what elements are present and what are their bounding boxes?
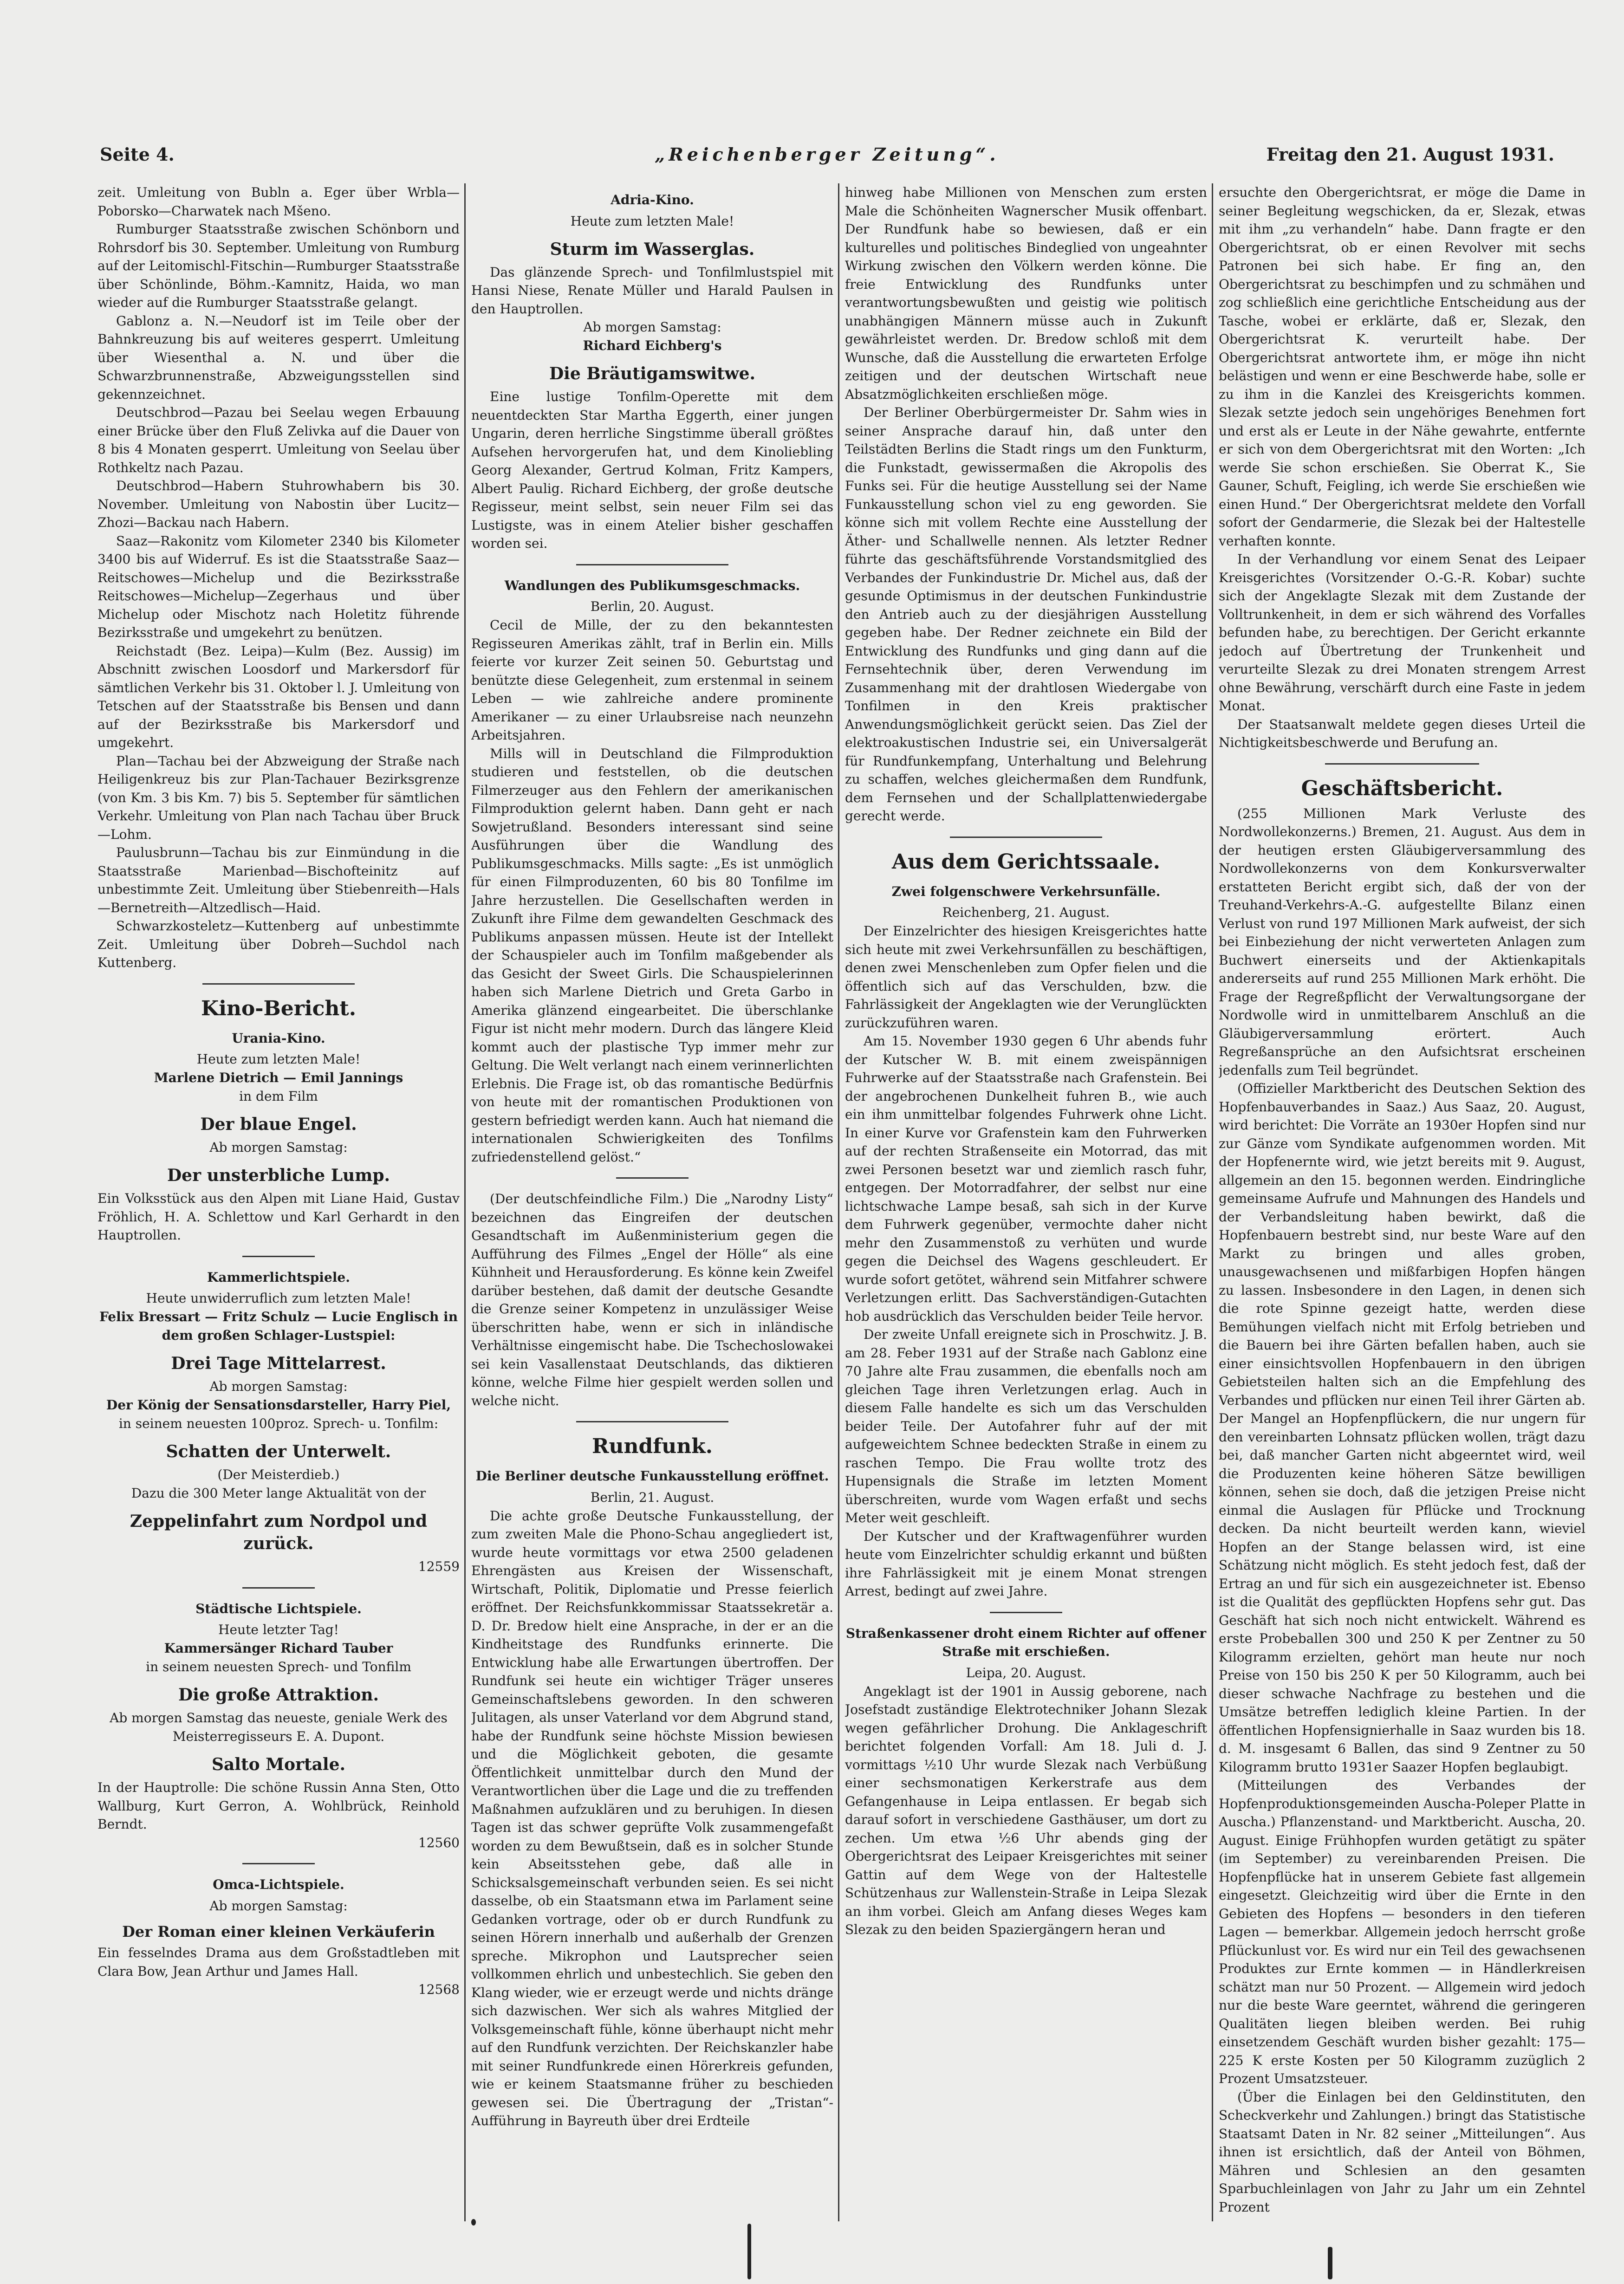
article-headline: Wandlungen des Publikumsgeschmacks.: [504, 577, 800, 593]
cinema-name: Adria-Kino.: [611, 192, 694, 208]
cinema-name: Städtische Lichtspiele.: [195, 1601, 362, 1616]
article-headline: Straßenkassener droht einem Richter auf offener Straße mit erschießen.: [845, 1625, 1207, 1659]
ad-line: Heute zum letzten Male!: [570, 213, 734, 229]
film-title: Drei Tage Mittelarrest.: [171, 1354, 386, 1373]
ad-number: 12560: [418, 1835, 460, 1850]
article-paragraph: Der zweite Unfall ereignete sich in Proschwitz. J. B. am 28. Feber 1931 auf der Straße nach Gablonz eine 70 Jahre alte Frau zusammen, die ebenfalls noch am gleichen Tage ihren Verletzungen erlag. Auch in diesem Falle handelte es sich um das Verschulden beider Teile. Der Autofahrer fuhr auf der mit aufgeweichtem Schnee bedeckten Straße in einem zu raschen Tempo. Die Frau wollte trotz des Hupensignals die Straße im letzten Moment überschreiten, wurde vom Wagen erfaßt und sechs Meter weit geschleift.: [845, 1327, 1207, 1525]
ad-text: Ein fesselndes Drama aus dem Großstadtleben mit Clara Bow, Jean Arthur und James Hall.: [97, 1945, 460, 1979]
article-paragraph: Reichstadt (Bez. Leipa)—Kulm (Bez. Aussig) im Abschnitt zwischen Loosdorf und Markersdorf für sämtlichen Verkehr bis 31. Oktober l. J. Umleitung von Tetschen auf der Staatsstraße bis Bensen und dann auf der Bezirksstraße bis Markersdorf und umgekehrt.: [97, 643, 460, 750]
section-separator: [202, 983, 355, 985]
ad-line: Heute unwiderruflich zum letzten Male!: [146, 1291, 411, 1306]
article-paragraph: Plan—Tachau bei der Abzweigung der Straße nach Heiligenkreuz bis zur Plan-Tachauer Bezirksgrenze (von Km. 3 bis Km. 7) bis 5. September für sämtlichen Verkehr. Umleitung von Plan nach Tachau über Bruck—Lohm.: [97, 753, 460, 842]
ink-speck: [471, 2219, 476, 2226]
article-paragraph: Angeklagt ist der 1901 in Aussig geborene, nach Josefstadt zuständige Elektrotechniker Johann Slezak wegen gefährlicher Drohung. Die Anklageschrift berichtet folgenden Vorfall: Am 18. Juli d. J. vormittags ½10 Uhr wurde Slezak nach Verbüßung einer sechsmonatigen Kerkerstrafe aus dem Gefangenhause in Leipa entlassen. Er begab sich darauf sofort in verschiedene Gasthäuser, um dort zu zechen. Um etwa ½6 Uhr abends ging der Obergerichtsrat des Leipaer Kreisgerichtes mit seiner Gattin auf dem Wege von der Haltestelle Schützenhaus zur Wallenstein-Straße in Leipa Slezak an ihm vorbei. Gleich am Anfang dieses Weges kam Slezak zu den beiden Spaziergängern heran und: [845, 1683, 1207, 1937]
article-paragraph: Gablonz a. N.—Neudorf ist im Teile ober der Bahnkreuzung bis auf weiteres gesperrt. Umleitung über Wiesenthal a. N. und über die Schwarzbrunnenstraße, Abzweigungsstellen sind gekennzeichnet.: [97, 313, 460, 402]
film-title: Die große Attraktion.: [178, 1685, 379, 1705]
masthead: „Reichenberger Zeitung“.: [655, 144, 1000, 165]
article-paragraph: Deutschbrod—Pazau bei Seelau wegen Erbauung einer Brücke über den Fluß Zelivka auf die Dauer von 8 bis 4 Monaten gesperrt. Umleitung von Seelau über Rothkeltz nach Pazau.: [97, 405, 460, 475]
column-2: [471, 183, 833, 2221]
ad-number: 12568: [418, 1982, 460, 1997]
ink-mark: [747, 2224, 751, 2279]
ad-line: Kammersänger Richard Tauber: [164, 1641, 393, 1656]
page-number: Seite 4.: [100, 144, 175, 165]
dateline: Leipa, 20. August.: [966, 1665, 1086, 1681]
column-3: [845, 183, 1207, 2221]
film-title: Die Bräutigamswitwe.: [549, 364, 756, 383]
ad-text: Eine lustige Tonfilm-Operette mit dem neuentdeckten Star Martha Eggerth, einer jungen Ungarin, deren herrliche Singstimme überall größtes Aufsehen hervorgerufen hat, und dem Kinoliebling Georg Alexander, Gertrud Kolman, Fritz Kampers, Albert Paulig. Richard Eichberg, der große deutsche Regisseur, meint selbst, sein neuer Film sei das Lustigste, was in einem Atelier bisher geschaffen worden sei.: [471, 389, 833, 551]
article-paragraph: Rumburger Staatsstraße zwischen Schönborn und Rohrsdorf bis 30. September. Umleitung von Rumburg auf der Leitomischl-Fitschin—Rumburger Staatsstraße über Schönlinde, Böhm.-Kamnitz, Haida, wo man wieder auf die Rumburger Staatsstraße gelangt.: [97, 221, 460, 310]
column-4: [1219, 183, 1585, 2221]
ad-line: in dem Film: [239, 1089, 318, 1104]
article-paragraph: Cecil de Mille, der zu den bekanntesten Regisseuren Amerikas zählt, traf in Berlin ein. Mills feierte vor kurzer Zeit seinen 50. Geburtstag und benützte diese Gelegenheit, zum erstenmal in seinem Leben — wie zahlreiche andere prominente Amerikaner — zu einer Urlaubsreise nach neunzehn Arbeitsjahren.: [471, 617, 833, 743]
article-paragraph: Deutschbrod—Habern Stuhrowhabern bis 30. November. Umleitung von Nabostin über Lucitz—Zhozi—Backau nach Habern.: [97, 478, 460, 530]
article-paragraph: Die achte große Deutsche Funkausstellung, der zum zweiten Male die Phono-Schau angegliedert ist, wurde heute vormittags vor etwa 2500 geladenen Ehrengästen aus Kreisen der Wissenschaft, Wirtschaft, Politik, Diplomatie und Presse feierlich eröffnet. Der Reichsfunkkommissar Staatssekretär a. D. Dr. Bredow hielt eine Ansprache, in der er an die Kindheitstage des Rundfunks erinnerte. Die Entwicklung habe alle Erwartungen übertroffen. Der Rundfunk sei heute ein wichtiger Träger unseres Gemeinschaftslebens geworden. In den schweren Julitagen, als unser Vaterland vor dem Abgrund stand, habe der Rundfunk seine höchste Mission bewiesen und die Möglichkeit geboten, die gesamte Öffentlichkeit unmittelbar durch den Mund der Verantwortlichen über die Lage und die zu treffenden Maßnahmen aufzuklären und zu beruhigen. In diesen Tagen ist das schwer geprüfte Volk zusammengefaßt worden zu dem Bewußtsein, daß es in solcher Stunde kein Abseitsstehen gebe, daß alle in Schicksalsgemeinschaft verbunden seien. Es sei nicht dasselbe, ob ein Staatsmann etwa im Parlament seine Gedanken vortrage, oder ob er durch Rundfunk zu seinen Hörern innerhalb und außerhalb der Grenzen spreche. Mikrophon und Lautsprecher seien vollkommen ehrlich und unbestechlich. Sie geben den Klang wieder, wie er erzeugt werde und nichts dränge sich dazwischen. Wer sich als wahres Mitglied der Volksgemeinschaft fühle, könne überhaupt nicht mehr auf den Rundfunk verzichten. Der Reichskanzler habe mit seiner Rundfunkrede einen Hörerkreis gefunden, wie er keinem Staatsmanne früher zu beschieden gewesen sei. Die Übertragung der „Tristan“-Aufführung in Bayreuth über drei Erdteile: [471, 1508, 833, 2128]
ad-line: Heute zum letzten Male!: [196, 1051, 361, 1067]
cinema-name: Omca-Lichtspiele.: [213, 1877, 344, 1892]
section-separator: [950, 837, 1102, 838]
ad-line: Ab morgen Samstag:: [209, 1898, 348, 1914]
film-title: Sturm im Wasserglas.: [550, 239, 755, 259]
ad-line: Ab morgen Samstag:: [209, 1140, 348, 1155]
dateline: Berlin, 20. August.: [590, 599, 715, 614]
film-title: Der Roman einer kleinen Verkäuferin: [122, 1922, 435, 1940]
ad-text: Ein Volksstück aus den Alpen mit Liane Haid, Gustav Fröhlich, H. A. Schlettow und Karl Gerhardt in den Hauptrollen.: [97, 1191, 460, 1243]
ad-line: in seinem neuesten 100proz. Sprech- u. Tonfilm:: [118, 1416, 439, 1431]
film-title: Zeppelinfahrt zum Nordpol und zurück.: [130, 1512, 428, 1553]
article-paragraph: Saaz—Rakonitz vom Kilometer 2340 bis Kilometer 3400 bis auf Widerruf. Es ist die Staatsstraße Saaz—Reitschowes—Michelup und die Bezirksstraße Reitschowes—Michelup—Zegerhaus und über Michelup oder Mischotz nach Holetitz führende Bezirksstraße und umgekehrt zu benützen.: [97, 533, 460, 640]
section-separator: [616, 1177, 689, 1179]
cinema-name: Urania-Kino.: [232, 1030, 325, 1046]
article-paragraph: zeit. Umleitung von Bubln a. Eger über Wrbla—Poborsko—Charwatek nach Mšeno.: [97, 185, 460, 219]
ad-line: Richard Eichberg's: [583, 338, 722, 353]
issue-date: Freitag den 21. August 1931.: [1266, 144, 1554, 165]
section-heading: Geschäftsbericht.: [1301, 776, 1503, 800]
ad-line: Ab morgen Samstag:: [583, 319, 721, 335]
film-title: Schatten der Unterwelt.: [166, 1442, 391, 1461]
article-paragraph: Paulusbrunn—Tachau bis zur Einmündung in die Staatsstraße Marienbad—Bischofteinitz auf unbestimmte Zeit. Umleitung über Stiebenreith—Hals—Bernetreith—Altzedlisch—Haid.: [97, 845, 460, 915]
article-paragraph: In der Verhandlung vor einem Senat des Leipaer Kreisgerichtes (Vorsitzender O.-G.-R. Kobar) suchte sich der Angeklagte Slezak mit dem Zustande der Volltrunkenheit, in dem er sich während des Vorfalles befunden habe, zu berechtigen. Der Gericht erkannte jedoch auf Übertretung der Trunkenheit und verurteilte Slezak zu drei Monaten strengem Arrest ohne Bewährung, verschärft durch eine Faste in jedem Monat.: [1219, 552, 1585, 714]
section-separator: [576, 1421, 728, 1422]
article-paragraph: (Über die Einlagen bei den Geldinstituten, den Scheckverkehr und Zahlungen.) bringt das Statistische Staatsamt Daten in Nr. 82 seiner „Mitteilungen“. Aus ihnen ist ersichtlich, daß der Anteil von Böhmen, Mähren und Schlesien an den gesamten Sparbuchleinlagen von Jahr zu Jahr um ein Zehntel Prozent: [1219, 2089, 1585, 2215]
section-heading: Kino-Bericht.: [201, 996, 357, 1020]
section-separator: [990, 1612, 1062, 1613]
ink-mark: [1328, 2247, 1332, 2279]
article-headline: Zwei folgenschwere Verkehrsunfälle.: [891, 883, 1161, 899]
page-header: [100, 144, 1554, 176]
dateline: Berlin, 21. August.: [590, 1489, 715, 1505]
ad-line: in seinem neuesten Sprech- und Tonfilm: [146, 1659, 411, 1674]
column-1: [97, 183, 460, 2221]
article-paragraph: Der Kutscher und der Kraftwagenführer wurden heute vom Einzelrichter schuldig erkannt und büßten ihre Fahrlässigkeit mit je einem Monat strengen Arrest, bedingt auf zwei Jahre.: [845, 1528, 1207, 1599]
section-separator: [242, 1587, 315, 1589]
article-paragraph: Der Berliner Oberbürgermeister Dr. Sahm wies in seiner Ansprache darauf hin, daß unter den Teilstädten Berlins die Stadt rings um den Funkturm, die Funkstadt, gewissermaßen die Akropolis des Funks sei. Für die heutige Ausstellung sei der Name Funkausstellung schon viel zu eng geworden. Sie könne sich mit vollem Rechte eine Ausstellung der Äther- und Schallwelle nennen. Als letzter Redner führte das geschäftsführende Vorstandsmitglied des Verbandes der Funkindustrie Dr. Michel aus, daß der gesunde Optimismus in der deutschen Funkindustrie den Antrieb auch zu der diesjährigen Ausstellung gegeben habe. Der Redner zeichnete ein Bild der Entwicklung des Rundfunks und ging dann auf die Fernsehtechnik über, deren Verwendung im Zusammenhang mit der drahtlosen Wiedergabe von Tonfilmen in den Kreis praktischer Anwendungsmöglichkeit gerückt seien. Das Ziel der elektroakustischen Industrie sei, ein Universalgerät für Rundfunkempfang, Unterhaltung und Belehrung zu schaffen, welches gleichermaßen dem Rundfunk, dem Fernsehen und der Schallplattenwiedergabe gerecht werde.: [845, 405, 1207, 824]
cinema-name: Kammerlichtspiele.: [207, 1269, 350, 1285]
article-headline: Die Berliner deutsche Funkausstellung eröffnet.: [475, 1468, 829, 1484]
section-separator: [242, 1256, 315, 1257]
film-title: Der blaue Engel.: [200, 1115, 357, 1134]
section-separator: [1325, 763, 1479, 765]
column-rule: [464, 183, 466, 2221]
ad-line: Heute letzter Tag!: [218, 1622, 339, 1637]
article-paragraph: Der Staatsanwalt meldete gegen dieses Urteil die Nichtigkeitsbeschwerde und Berufung an.: [1219, 716, 1585, 750]
ad-line: Der König der Sensationsdarsteller, Harry Piel,: [106, 1397, 451, 1413]
ad-number: 12559: [418, 1559, 460, 1574]
article-paragraph: (Offizieller Marktbericht des Deutschen Sektion des Hopfenbauverbandes in Saaz.) Aus Saaz, 20. August, wird berichtet: Die Vorräte an 1930er Hopfen sind nur zur Gänze vom Syndikate aufgenommen worden. Mit der Hopfenernte wird, wie jetzt bereits mit 9. August, allgemein an den 15. begonnen werden. Eindringliche gemeinsame Aufrufe und Mahnungen des Handels und der Verbandsleitung haben bewirkt, daß die Hopfenbauern bestrebt sind, nur beste Ware auf den Markt zu bringen und alles groben, unausgewachsenen und mißfarbigen Hopfen hängen zu lassen. Insbesondere in den Lagen, in denen sich die rote Spinne gezeigt hatte, werden diese Bemühungen vielfach nicht mit Erfolg betrieben und die Bauern bei ihre Gärten befallen haben, auch sie einer einsichtsvollen Hopfenbauern in den übrigen Gebietsteilen halten sich an die Empfehlung des Verbandes und pflücken nur einen Teil ihrer Gärten ab. Der Mangel an Hopfenpflückern, die nur ungern für den vereinbarten Lohnsatz pflücken wollen, trägt dazu bei, daß mancher Garten nicht abgeerntet wird, weil die Produzenten keine höheren Sätze bewilligen können, sehen sie doch, daß die jetzigen Preise nicht einmal die Auslagen für Pflücke und Trocknung decken. Da nicht beurteilt werden kann, wieviel Hopfen an der Stange belassen wird, ist eine Schätzung nicht möglich. Es steht jedoch fest, daß der Ertrag an und für sich ein ausgezeichneter ist. Ebenso ist die Qualität des gepflückten Hopfens sehr gut. Das Geschäft hat sich noch nicht entwickelt. Während es erste Probeballen 300 und 250 K per Zentner zu 50 Kilogramm erzielten, gehört man heute nur noch Preise von 150 bis 250 K per 50 Kilogramm, auch bei dieser schwache Nachfrage zu bestehen und die Umsätze betreffen lediglich kleine Partien. In der öffentlichen Hopfensignierhalle in Saaz wurden bis 18. d. M. insgesamt 6 Ballen, das sind 9 Zentner zu 50 Kilogramm brutto 1931er Saazer Hopfen beglaubigt.: [1219, 1081, 1585, 1775]
section-separator: [242, 1863, 315, 1864]
section-heading: Aus dem Gerichtssaale.: [891, 850, 1160, 874]
article-paragraph: (255 Millionen Mark Verluste des Nordwollekonzerns.) Bremen, 21. August. Aus dem in der heutigen ersten Gläubigerversammlung des Nordwollekonzerns von dem Konkursverwalter erstatteten Bericht ergibt sich, daß der von der Treuhand-Verkehrs-A.-G. aufgestellte Bilanz einen Verlust von rund 197 Millionen Mark aufweist, der sich bei Einbeziehung der nicht verwerteten Anlagen zum Buchwert einerseits und der Aktienkapitals andererseits auf rund 255 Millionen Mark erhöht. Die Frage der Regreßpflicht der Verwaltungsorgane der Nordwolle wird in unmittelbarem Anschluß an die Gläubigerversammlung erörtert. Auch Regreßansprüche an den Aufsichtsrat erscheinen jedenfalls zum Teil begründet.: [1219, 805, 1585, 1078]
article-paragraph: ersuchte den Obergerichtsrat, er möge die Dame in seiner Begleitung wegschicken, da er, Slezak, etwas mit ihm „zu verhandeln“ habe. Dann fragte er den Obergerichtsrat, ob er einen Revolver mit sechs Patronen bei sich habe. Er fing an, den Obergerichtsrat zu beschimpfen und zu schmähen und zog schließlich eine gerichtliche Entscheidung aus der Tasche, wobei er erklärte, daß er, Slezak, den Obergerichtsrat K. verurteilt habe. Der Obergerichtsrat antwortete ihm, er möge ihn nicht belästigen und wenn er eine Beschwerde habe, solle er zu ihm in die Kanzlei des Kreisgerichts kommen. Slezak setzte jedoch sein ungehöriges Benehmen fort und erst als er Leute in der Nähe gewahrte, entfernte er sich von dem Obergerichtsrat mit den Worten: „Ich werde Sie schon erschießen. Sie Oberrat K., Sie Gauner, Schuft, Feigling, ich werde Sie erschießen wie einen Hund.“ Der Obergerichtsrat meldete den Vorfall sofort der Gendarmerie, die Slezak bei der Haltestelle verhaften konnte.: [1219, 185, 1585, 549]
film-title: Der unsterbliche Lump.: [167, 1166, 390, 1185]
article-paragraph: Am 15. November 1930 gegen 6 Uhr abends fuhr der Kutscher W. B. mit einem zweispännigen Fuhrwerke auf der Staatsstraße nach Grafenstein. Bei der angebrochenen Dunkelheit fuhren B., wie auch ein ihm unmittelbar folgendes Fuhrwerk ohne Licht. In einer Kurve vor Grafenstein kam den Fuhrwerken auf der rechten Straßenseite ein Motorrad, das mit zwei Personen besetzt war und ziemlich rasch fuhr, entgegen. Der Motorradfahrer, der selbst nur eine lichtschwache Lampe besaß, sah sich in der Kurve dem Fuhrwerk gegenüber, vermochte daher nicht mehr den Zusammenstoß zu verhüten und wurde gegen die Deichsel des Wagens geschleudert. Er wurde sofort getötet, während sein Mitfahrer schwere Verletzungen erlitt. Das Sachverständigen-Gutachten hob ausdrücklich das Verschulden beider Teile hervor.: [845, 1033, 1207, 1324]
ad-text: Das glänzende Sprech- und Tonfilmlustspiel mit Hansi Niese, Renate Müller und Harald Paulsen in den Hauptrollen.: [471, 264, 833, 317]
column-rule: [838, 183, 839, 2221]
ad-line: Ab morgen Samstag das neueste, geniale Werk des Meisterregisseurs E. A. Dupont.: [110, 1710, 448, 1744]
article-paragraph: Schwarzkosteletz—Kuttenberg auf unbestimmte Zeit. Umleitung über Dobreh—Suchdol nach Kuttenberg.: [97, 918, 460, 970]
article-paragraph: Mills will in Deutschland die Filmproduktion studieren und feststellen, ob die deutschen Filmerzeuger aus den Fehlern der amerikanischen Filmproduktion gelernt haben. Dann geht er nach Sowjetrußland. Besonders interessant sind seine Ausführungen über die Wandlung des Publikumsgeschmacks. Mills sagte: „Es ist unmöglich für einen Filmproduzenten, 60 bis 80 Tonfilme im Jahre herzustellen. Die Gesellschaften werden in Zukunft ihre Filme dem gewandelten Geschmack des Publikums anpassen müssen. Heute ist der Intellekt der Schauspieler auch im Tonfilm maßgebender als das Gesicht der Sweet Girls. Die Schauspielerinnen haben sich Marlene Dietrich und Greta Garbo in Amerika glänzend eingearbeitet. Die überschlanke Figur ist nicht mehr modern. Durch das längere Kleid kommt auch der plastische Typ immer mehr zur Geltung. Die Welt verlangt nach einem verinnerlichten Erlebnis. Die Frage ist, ob das romantische Bedürfnis von heute mit der romantischen Produktionen von gestern befriedigt werden kann. Auch hat niemand die internationalen Schwierigkeiten des Tonfilms zufriedenstellend gelöst.“: [471, 746, 833, 1165]
ad-line: Felix Bressart — Fritz Schulz — Lucie Englisch in dem großen Schlager-Lustspiel:: [99, 1309, 458, 1343]
dateline: Reichenberg, 21. August.: [942, 905, 1110, 920]
ad-line: (Der Meisterdieb.): [217, 1467, 340, 1482]
ad-text: In der Hauptrolle: Die schöne Russin Anna Sten, Otto Wallburg, Kurt Gerron, A. Wohlbrück, Reinhold Berndt.: [97, 1780, 460, 1832]
ad-line: Ab morgen Samstag:: [209, 1379, 348, 1394]
article-paragraph: (Mitteilungen des Verbandes der Hopfenproduktionsgemeinden Auscha-Poleper Platte in Auscha.) Pflanzenstand- und Marktbericht. Auscha, 20. August. Einige Frühhopfen wurden getätigt zu später (im September) zu vereinbarenden Preisen. Die Hopfenpflücke hat in unserem Gebiete fast allgemein eingesetzt. Gleichzeitig wird über die Ernte in den Gebieten des Hopfens — besonders in den tieferen Lagen — bemerkbar. Allgemein jedoch herrscht große Pflückunlust vor. Es wird nur ein Teil des gewachsenen Produktes zur Ernte kommen — in Händlerkreisen schätzt man nur 50 Prozent. — Allgemein wird jedoch nur die beste Ware geerntet, während die geringeren Qualitäten liegen bleiben werden. Bei ruhig einsetzendem Geschäft wurden bisher gezahlt: 175—225 K erste Kosten per 50 Kilogramm zuzüglich 2 Prozent Umsatzsteuer.: [1219, 1778, 1585, 2086]
section-heading: Rundfunk.: [591, 1434, 713, 1458]
article-paragraph: Der Einzelrichter des hiesigen Kreisgerichtes hatte sich heute mit zwei Verkehrsunfällen zu beschäftigen, denen zwei Menschenleben zum Opfer fielen und die öffentlich sich auf das Verschulden, bzw. die Fahrlässigkeit der Angeklagten wie der Verunglückten zurückzuführen waren.: [845, 923, 1207, 1031]
film-title: Salto Mortale.: [211, 1755, 346, 1774]
ad-line: Dazu die 300 Meter lange Aktualität von der: [131, 1486, 426, 1501]
section-separator: [576, 564, 728, 565]
article-paragraph: (Der deutschfeindliche Film.) Die „Narodny Listy“ bezeichnen das Eingreifen der deutschen Gesandtschaft im Außenministerium gegen die Aufführung des Filmes „Engel der Hölle“ als eine Kühnheit und Herausforderung. Es könne kein Zweifel darüber bestehen, daß damit der deutsche Gesandte die Grenze seiner Kompetenz in unzulässiger Weise überschritten habe, wenn er sich in inländische Verhältnisse eingemischt habe. Die Tschechoslowakei sei kein Vasallenstaat Deutschlands, das diktieren könne, welche Filme hier gespielt werden sollen und welche nicht.: [471, 1191, 833, 1408]
column-rule: [1212, 183, 1213, 2221]
article-paragraph: hinweg habe Millionen von Menschen zum ersten Male die Schönheiten Wagnerscher Musik offenbart. Der Rundfunk habe so bewiesen, daß er ein kulturelles und politisches Bindeglied von ungeahnter Wirkung zwischen den Völkern werden könne. Die freie Entwicklung des Rundfunks unter verantwortungsbewußten und geistig wie politisch unabhängigen Männern müsse auch in Zukunft gewährleistet werden. Dr. Bredow schloß mit dem Wunsche, daß die Ausstellung die erwarteten Erfolge zeitigen und der deutschen Wirtschaft neue Absatzmöglichkeiten erschließen möge.: [845, 185, 1207, 402]
ad-line: Marlene Dietrich — Emil Jannings: [154, 1070, 403, 1085]
